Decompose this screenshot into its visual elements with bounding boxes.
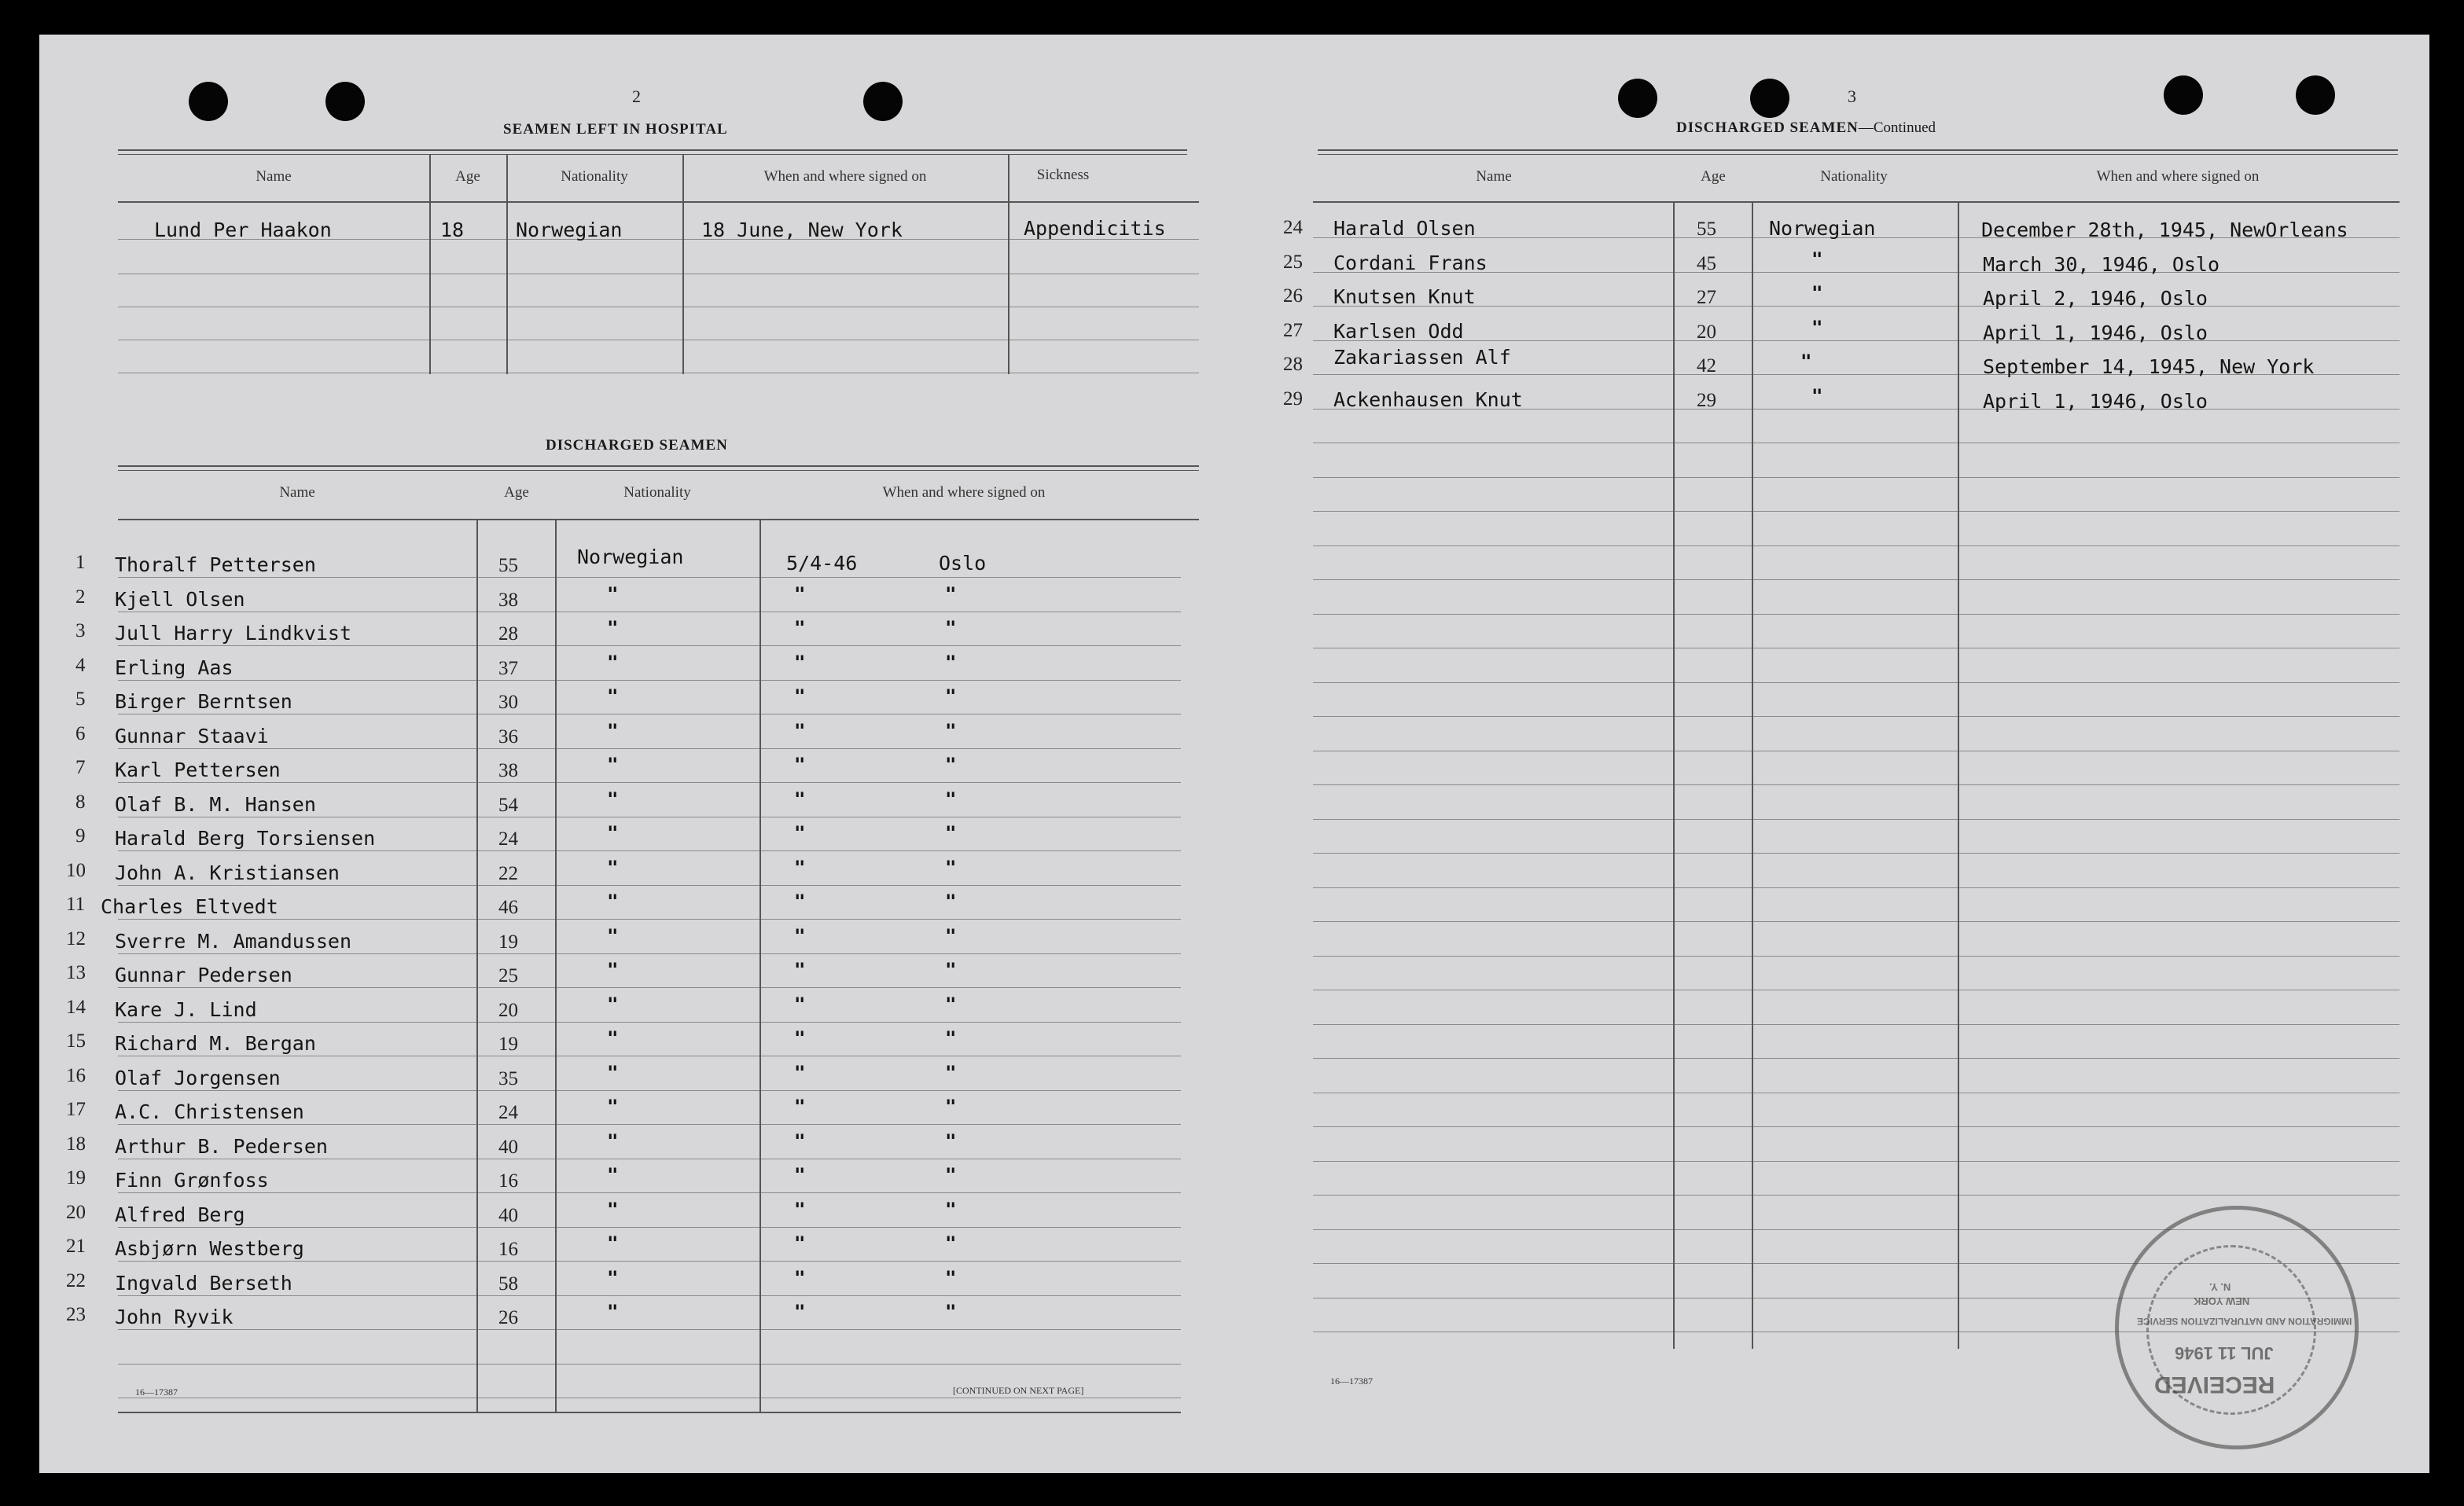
ditto-place: " [945,685,957,707]
table-rule [118,680,1181,681]
table-rule [118,1090,1181,1091]
seaman-name: Charles Eltvedt [101,895,278,918]
seaman-name: Ackenhausen Knut [1333,388,1523,411]
hospital-nationality: Norwegian [516,219,623,241]
table-rule [1318,149,2398,151]
table-rule [1313,784,2400,785]
ditto-place: " [945,1232,957,1254]
table-divider [1752,201,1753,1349]
column-header-age: Age [1701,168,1726,185]
punch-hole [2164,75,2203,115]
column-header-nationality: Nationality [623,484,691,501]
ditto-place: " [945,1301,957,1323]
ditto-nationality: " [607,1199,619,1221]
ditto-date: " [794,1164,806,1186]
seaman-age: 40 [498,1205,518,1226]
table-divider [759,520,761,1412]
ditto-place: " [945,788,957,810]
ditto-place: " [945,822,957,844]
table-rule [118,1295,1181,1296]
column-header-signed-on: When and where signed on [882,484,1046,501]
ditto-date: " [794,617,806,639]
seaman-name: John Ryvik [115,1306,234,1328]
ditto-nationality: " [607,617,619,639]
ditto-date: " [794,583,806,605]
title-text: DISCHARGED SEAMEN [1676,119,1859,136]
seaman-name: Thoralf Pettersen [115,553,316,576]
seaman-age: 35 [498,1068,518,1089]
seaman-name: Zakariassen Alf [1333,346,1511,369]
seaman-name: Kare J. Lind [115,998,257,1021]
seaman-name: Finn Grønfoss [115,1169,269,1192]
table-rule [1313,921,2400,922]
column-header-age: Age [455,168,480,185]
continued-note: [CONTINUED ON NEXT PAGE] [953,1385,1084,1396]
ditto-nationality: " [1800,351,1812,373]
seaman-age: 36 [498,726,518,747]
signed-on: March 30, 1946, Oslo [1983,253,2220,276]
ditto-place: " [945,1062,957,1084]
row-number: 19 [66,1167,86,1188]
ditto-place: " [945,1130,957,1152]
row-number: 29 [1283,388,1303,410]
row-number: 16 [66,1065,86,1086]
row-number: 14 [66,997,86,1018]
ditto-nationality: " [607,857,619,879]
table-rule [118,850,1181,851]
seaman-age: 55 [498,555,518,576]
ditto-date: " [794,959,806,981]
ditto-place: " [945,720,957,742]
ditto-date: " [794,1027,806,1049]
row-number: 23 [66,1304,86,1325]
ditto-date: " [794,925,806,947]
seaman-age: 42 [1697,355,1716,376]
signed-on-date: 5/4-46 [786,552,858,575]
table-rule [118,885,1181,886]
seaman-nationality: Norwegian [1769,217,1876,240]
seaman-age: 27 [1697,287,1716,308]
seaman-name: Kjell Olsen [115,588,245,611]
table-divider [476,520,478,1412]
seaman-age: 22 [498,863,518,884]
ditto-date: " [794,788,806,810]
table-rule [118,519,1199,520]
table-divider [1958,201,1959,1349]
punch-hole [325,82,365,121]
ditto-date: " [794,652,806,674]
ditto-nationality: " [607,1267,619,1289]
table-rule [118,1329,1181,1330]
table-divider [1673,201,1675,1349]
ditto-date: " [794,1096,806,1118]
ditto-nationality: " [607,652,619,674]
seaman-name: A.C. Christensen [115,1100,304,1123]
ditto-date: " [794,891,806,913]
signed-on: April 2, 1946, Oslo [1983,287,2208,310]
table-rule [1313,614,2400,615]
row-number: 12 [66,928,86,950]
table-divider [555,520,557,1412]
ditto-place: " [945,617,957,639]
table-rule [118,154,1187,155]
table-divider [682,154,684,374]
column-header-name: Name [279,484,315,501]
table-rule [118,1227,1181,1228]
ditto-date: " [794,1130,806,1152]
ditto-date: " [794,822,806,844]
ditto-date: " [794,1199,806,1221]
discharged-continued-title [1676,119,1936,137]
ditto-nationality: " [607,891,619,913]
signed-on: December 28th, 1945, NewOrleans [1981,219,2348,241]
table-rule [118,1022,1181,1023]
page-number: 3 [1848,86,1856,106]
table-rule [1313,340,2400,341]
ditto-nationality: " [607,1062,619,1084]
seaman-name: Karlsen Odd [1333,320,1464,343]
ditto-date: " [794,1301,806,1323]
ditto-date: " [794,754,806,776]
seaman-age: 24 [498,1102,518,1123]
stamp-city: NEW YORK [2194,1295,2250,1307]
seaman-age: 25 [498,965,518,986]
ditto-place: " [945,959,957,981]
seaman-name: Sverre M. Amandussen [115,930,352,953]
table-rule [118,1261,1181,1262]
seaman-age: 29 [1697,390,1716,411]
table-rule [1313,201,2400,203]
table-rule [118,919,1181,920]
seaman-age: 16 [498,1239,518,1260]
table-rule [118,577,1181,578]
table-divider [506,154,508,374]
seaman-age: 46 [498,897,518,918]
seaman-name: John A. Kristiansen [115,861,340,884]
ditto-place: " [945,891,957,913]
table-rule [1313,1195,2400,1196]
row-number: 8 [75,792,86,813]
table-divider [429,154,431,374]
ditto-nationality: " [607,1164,619,1186]
seaman-name: Gunnar Pedersen [115,964,292,986]
row-number: 10 [66,860,86,881]
seaman-age: 19 [498,931,518,953]
ditto-date: " [794,1232,806,1254]
row-number: 20 [66,1202,86,1223]
seaman-age: 40 [498,1137,518,1158]
table-rule [1313,1126,2400,1127]
row-number: 2 [75,586,86,608]
column-header-signed-on: When and where signed on [763,168,927,185]
stamp-date: JUL 11 1946 [2175,1343,2274,1363]
ditto-place: " [945,925,957,947]
column-header-nationality: Nationality [1820,168,1888,185]
discharged-title: DISCHARGED SEAMEN [546,437,728,454]
seaman-age: 55 [1697,219,1716,240]
table-rule [118,782,1181,783]
row-number: 25 [1283,252,1303,273]
ditto-date: " [794,1267,806,1289]
table-rule [1313,306,2400,307]
ditto-nationality: " [607,822,619,844]
seaman-age: 37 [498,658,518,679]
table-divider [1008,154,1010,374]
seaman-name: Asbjørn Westberg [115,1237,304,1260]
table-rule [1318,154,2398,155]
ditto-nationality: " [1811,248,1823,270]
ditto-place: " [945,1027,957,1049]
table-rule [118,987,1181,988]
hospital-signed-on: 18 June, New York [701,219,903,241]
table-rule [1313,716,2400,717]
punch-hole [2296,75,2335,115]
signed-on: April 1, 1946, Oslo [1983,321,2208,344]
table-rule [118,953,1181,954]
ditto-place: " [945,652,957,674]
table-rule [118,645,1181,646]
table-rule [1313,511,2400,512]
table-rule [1313,545,2400,546]
page-number: 2 [632,86,641,106]
ditto-nationality: " [607,754,619,776]
seaman-name: Cordani Frans [1333,252,1488,274]
ditto-date: " [794,994,806,1016]
table-rule [1313,887,2400,888]
seaman-name: Birger Berntsen [115,690,292,713]
ditto-nationality: " [607,1096,619,1118]
seaman-age: 38 [498,590,518,611]
column-header-signed-on: When and where signed on [2096,168,2260,185]
ditto-nationality: " [1811,317,1823,339]
seaman-age: 54 [498,795,518,816]
seaman-name: Ingvald Berseth [115,1272,292,1295]
stamp-service: IMMIGRATION AND NATURALIZATION SERVICE [2137,1316,2352,1327]
row-number: 18 [66,1133,86,1155]
seaman-age: 20 [1697,321,1716,343]
seaman-age: 16 [498,1170,518,1192]
form-number: 16—17387 [1330,1376,1373,1387]
ditto-nationality: " [607,583,619,605]
title-suffix: —Continued [1858,119,1936,136]
hospital-age: 18 [440,219,465,241]
ditto-nationality: " [607,959,619,981]
seaman-name: Erling Aas [115,656,234,679]
column-header-name: Name [256,168,292,185]
seaman-name: Harald Olsen [1333,217,1476,240]
table-rule [118,1192,1181,1193]
ditto-nationality: " [607,720,619,742]
ditto-nationality: " [607,994,619,1016]
row-number: 6 [75,723,86,744]
seaman-age: 20 [498,1000,518,1021]
table-rule [1313,579,2400,580]
ditto-nationality: " [607,1130,619,1152]
punch-hole [1750,79,1789,118]
row-number: 7 [75,757,86,778]
ditto-place: " [945,1199,957,1221]
table-rule [118,201,1199,203]
row-number: 15 [66,1030,86,1052]
table-rule [1313,1024,2400,1025]
ditto-place: " [945,857,957,879]
seaman-nationality: Norwegian [577,545,684,568]
seaman-age: 24 [498,828,518,850]
table-rule [118,748,1181,749]
row-number: 22 [66,1270,86,1291]
row-number: 5 [75,689,86,710]
row-number: 27 [1283,320,1303,341]
seaman-name: Arthur B. Pedersen [115,1135,328,1158]
row-number: 17 [66,1099,86,1120]
seaman-age: 45 [1697,253,1716,274]
ditto-place: " [945,1267,957,1289]
row-number: 9 [75,825,86,847]
ditto-nationality: " [607,685,619,707]
seaman-name: Olaf Jorgensen [115,1067,281,1089]
table-rule [118,470,1199,471]
seaman-name: Olaf B. M. Hansen [115,793,316,816]
table-rule [1313,819,2400,820]
column-header-name: Name [1476,168,1512,185]
ditto-place: " [945,1164,957,1186]
seaman-name: Knutsen Knut [1333,285,1476,308]
ditto-date: " [794,857,806,879]
seaman-name: Richard M. Bergan [115,1032,316,1055]
signed-on: September 14, 1945, New York [1983,355,2315,378]
table-rule [1313,853,2400,854]
ditto-place: " [945,994,957,1016]
row-number: 11 [66,894,86,915]
seaman-name: Harald Berg Torsiensen [115,827,376,850]
seaman-name: Gunnar Staavi [115,725,269,747]
ditto-nationality: " [607,1301,619,1323]
seaman-age: 19 [498,1034,518,1055]
seaman-name: Karl Pettersen [115,759,281,781]
row-number: 4 [75,655,86,676]
hospital-name: Lund Per Haakon [154,219,332,241]
seaman-age: 30 [498,692,518,713]
row-number: 13 [66,962,86,983]
ditto-nationality: " [607,1027,619,1049]
ditto-date: " [794,685,806,707]
signed-on: April 1, 1946, Oslo [1983,390,2208,413]
punch-hole [1618,79,1657,118]
punch-hole [863,82,903,121]
table-rule [118,149,1187,151]
manifest-sheet [39,35,2429,1473]
seaman-age: 38 [498,760,518,781]
signed-on-place: Oslo [939,552,987,575]
ditto-date: " [794,1062,806,1084]
seaman-age: 26 [498,1307,518,1328]
table-rule [1313,1058,2400,1059]
seaman-name: Alfred Berg [115,1203,245,1226]
column-header-age: Age [504,484,529,501]
ditto-nationality: " [1811,385,1823,407]
table-rule [118,465,1199,467]
table-rule [118,1364,1181,1365]
stamp-received: RECEIVED [2154,1372,2275,1398]
ditto-nationality: " [1811,282,1823,304]
hospital-sickness: Appendicitis [1024,217,1166,240]
ditto-place: " [945,754,957,776]
row-number: 3 [75,620,86,641]
seaman-age: 28 [498,623,518,645]
table-rule [1313,956,2400,957]
ditto-date: " [794,720,806,742]
row-number: 28 [1283,354,1303,375]
ditto-place: " [945,1096,957,1118]
seaman-name: Jull Harry Lindkvist [115,622,352,645]
row-number: 26 [1283,285,1303,307]
stamp-state: N. Y. [2209,1281,2231,1293]
table-rule [1313,682,2400,683]
seaman-age: 58 [498,1273,518,1295]
column-header-sickness: Sickness [1036,167,1090,183]
hospital-title: SEAMEN LEFT IN HOSPITAL [503,121,728,138]
form-number: 16—17387 [135,1387,178,1398]
table-rule [118,1412,1181,1413]
ditto-nationality: " [607,925,619,947]
ditto-place: " [945,583,957,605]
table-rule [1313,477,2400,478]
punch-hole [189,82,228,121]
table-rule [118,1124,1181,1125]
ditto-nationality: " [607,1232,619,1254]
ditto-nationality: " [607,788,619,810]
column-header-nationality: Nationality [561,168,628,185]
row-number: 21 [66,1236,86,1257]
row-number: 1 [75,552,86,573]
table-rule [1313,1161,2400,1162]
row-number: 24 [1283,217,1303,238]
